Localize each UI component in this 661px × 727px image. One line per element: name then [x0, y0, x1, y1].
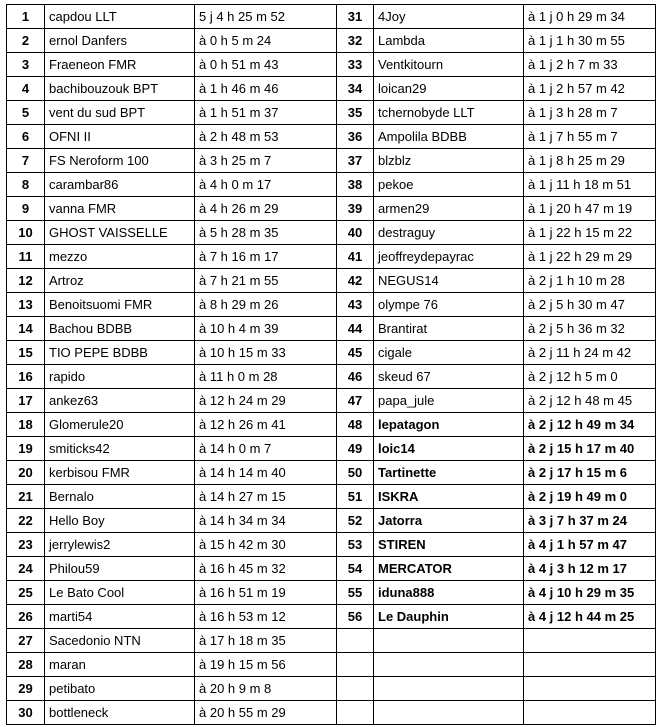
left-rank-cell: 17: [7, 389, 45, 413]
right-rank-cell: 37: [337, 149, 374, 173]
right-name-cell: MERCATOR: [374, 557, 524, 581]
right-rank-cell: 40: [337, 221, 374, 245]
right-time-cell: à 2 j 5 h 30 m 47: [524, 293, 656, 317]
right-time-cell: à 1 j 22 h 29 m 29: [524, 245, 656, 269]
right-rank-cell: 45: [337, 341, 374, 365]
left-name-cell: kerbisou FMR: [45, 461, 195, 485]
right-name-cell: papa_jule: [374, 389, 524, 413]
right-time-cell: à 4 j 3 h 12 m 17: [524, 557, 656, 581]
right-rank-cell: 31: [337, 5, 374, 29]
left-name-cell: vent du sud BPT: [45, 101, 195, 125]
table-row: [7, 461, 656, 485]
table-row: [7, 53, 656, 77]
right-name-cell: Tartinette: [374, 461, 524, 485]
table-row: [7, 101, 656, 125]
left-name-cell: Sacedonio NTN: [45, 629, 195, 653]
left-name-cell: Glomerule20: [45, 413, 195, 437]
right-name-cell: loican29: [374, 77, 524, 101]
right-time-cell: à 1 j 8 h 25 m 29: [524, 149, 656, 173]
left-time-cell: à 12 h 24 m 29: [195, 389, 337, 413]
left-rank-cell: 25: [7, 581, 45, 605]
left-rank-cell: 28: [7, 653, 45, 677]
left-name-cell: carambar86: [45, 173, 195, 197]
left-name-cell: Philou59: [45, 557, 195, 581]
right-time-cell: à 4 j 10 h 29 m 35: [524, 581, 656, 605]
left-time-cell: à 14 h 27 m 15: [195, 485, 337, 509]
left-time-cell: à 16 h 51 m 19: [195, 581, 337, 605]
right-time-cell: [524, 677, 656, 701]
right-time-cell: à 2 j 12 h 5 m 0: [524, 365, 656, 389]
left-time-cell: à 16 h 53 m 12: [195, 605, 337, 629]
left-rank-cell: 8: [7, 173, 45, 197]
right-time-cell: à 3 j 7 h 37 m 24: [524, 509, 656, 533]
left-rank-cell: 16: [7, 365, 45, 389]
left-time-cell: à 17 h 18 m 35: [195, 629, 337, 653]
right-time-cell: à 2 j 17 h 15 m 6: [524, 461, 656, 485]
left-time-cell: à 3 h 25 m 7: [195, 149, 337, 173]
left-name-cell: Bernalo: [45, 485, 195, 509]
right-rank-cell: [337, 677, 374, 701]
right-rank-cell: 39: [337, 197, 374, 221]
left-time-cell: à 10 h 15 m 33: [195, 341, 337, 365]
left-time-cell: à 5 h 28 m 35: [195, 221, 337, 245]
table-row: [7, 197, 656, 221]
right-rank-cell: 44: [337, 317, 374, 341]
left-time-cell: à 19 h 15 m 56: [195, 653, 337, 677]
right-rank-cell: 46: [337, 365, 374, 389]
table-row: [7, 221, 656, 245]
left-time-cell: à 1 h 51 m 37: [195, 101, 337, 125]
left-name-cell: FS Neroform 100: [45, 149, 195, 173]
left-time-cell: à 14 h 0 m 7: [195, 437, 337, 461]
table-row: [7, 581, 656, 605]
right-rank-cell: 42: [337, 269, 374, 293]
left-time-cell: à 1 h 46 m 46: [195, 77, 337, 101]
left-time-cell: à 14 h 34 m 34: [195, 509, 337, 533]
left-rank-cell: 9: [7, 197, 45, 221]
left-rank-cell: 14: [7, 317, 45, 341]
left-time-cell: à 20 h 9 m 8: [195, 677, 337, 701]
left-rank-cell: 27: [7, 629, 45, 653]
left-rank-cell: 6: [7, 125, 45, 149]
left-rank-cell: 10: [7, 221, 45, 245]
table-row: [7, 413, 656, 437]
right-name-cell: [374, 629, 524, 653]
left-rank-cell: 12: [7, 269, 45, 293]
table-row: [7, 269, 656, 293]
right-name-cell: iduna888: [374, 581, 524, 605]
right-time-cell: à 1 j 0 h 29 m 34: [524, 5, 656, 29]
right-time-cell: à 2 j 12 h 49 m 34: [524, 413, 656, 437]
table-row: [7, 29, 656, 53]
right-rank-cell: 43: [337, 293, 374, 317]
right-name-cell: [374, 653, 524, 677]
right-name-cell: cigale: [374, 341, 524, 365]
table-row: [7, 437, 656, 461]
left-name-cell: rapido: [45, 365, 195, 389]
left-name-cell: smiticks42: [45, 437, 195, 461]
table-row: [7, 605, 656, 629]
right-name-cell: blzblz: [374, 149, 524, 173]
right-rank-cell: 47: [337, 389, 374, 413]
right-name-cell: [374, 677, 524, 701]
right-rank-cell: 35: [337, 101, 374, 125]
right-time-cell: à 4 j 1 h 57 m 47: [524, 533, 656, 557]
right-rank-cell: 51: [337, 485, 374, 509]
left-time-cell: à 11 h 0 m 28: [195, 365, 337, 389]
table-row: [7, 77, 656, 101]
right-rank-cell: 56: [337, 605, 374, 629]
right-name-cell: ISKRA: [374, 485, 524, 509]
left-name-cell: marti54: [45, 605, 195, 629]
right-name-cell: NEGUS14: [374, 269, 524, 293]
left-rank-cell: 2: [7, 29, 45, 53]
right-rank-cell: 32: [337, 29, 374, 53]
left-name-cell: Artroz: [45, 269, 195, 293]
left-time-cell: à 0 h 5 m 24: [195, 29, 337, 53]
left-name-cell: ankez63: [45, 389, 195, 413]
table-row: [7, 5, 656, 29]
right-name-cell: armen29: [374, 197, 524, 221]
right-time-cell: à 2 j 11 h 24 m 42: [524, 341, 656, 365]
right-time-cell: à 2 j 1 h 10 m 28: [524, 269, 656, 293]
right-rank-cell: 50: [337, 461, 374, 485]
results-table-body: [7, 5, 656, 725]
right-name-cell: Brantirat: [374, 317, 524, 341]
table-row: [7, 293, 656, 317]
right-time-cell: à 1 j 7 h 55 m 7: [524, 125, 656, 149]
right-name-cell: skeud 67: [374, 365, 524, 389]
right-rank-cell: 54: [337, 557, 374, 581]
left-name-cell: TIO PEPE BDBB: [45, 341, 195, 365]
left-name-cell: GHOST VAISSELLE: [45, 221, 195, 245]
left-rank-cell: 24: [7, 557, 45, 581]
left-rank-cell: 20: [7, 461, 45, 485]
table-row: [7, 653, 656, 677]
table-row: [7, 509, 656, 533]
left-name-cell: Le Bato Cool: [45, 581, 195, 605]
right-rank-cell: 36: [337, 125, 374, 149]
left-time-cell: à 20 h 55 m 29: [195, 701, 337, 725]
left-name-cell: jerrylewis2: [45, 533, 195, 557]
table-row: [7, 389, 656, 413]
left-rank-cell: 13: [7, 293, 45, 317]
left-rank-cell: 26: [7, 605, 45, 629]
left-rank-cell: 30: [7, 701, 45, 725]
left-rank-cell: 23: [7, 533, 45, 557]
left-time-cell: à 14 h 14 m 40: [195, 461, 337, 485]
left-name-cell: OFNI II: [45, 125, 195, 149]
right-time-cell: à 1 j 2 h 7 m 33: [524, 53, 656, 77]
left-time-cell: à 0 h 51 m 43: [195, 53, 337, 77]
results-table: [6, 4, 656, 725]
left-rank-cell: 7: [7, 149, 45, 173]
right-rank-cell: 48: [337, 413, 374, 437]
left-time-cell: à 15 h 42 m 30: [195, 533, 337, 557]
table-row: [7, 701, 656, 725]
right-name-cell: lepatagon: [374, 413, 524, 437]
left-name-cell: vanna FMR: [45, 197, 195, 221]
left-time-cell: à 4 h 0 m 17: [195, 173, 337, 197]
left-time-cell: à 8 h 29 m 26: [195, 293, 337, 317]
left-name-cell: petibato: [45, 677, 195, 701]
right-time-cell: à 2 j 12 h 48 m 45: [524, 389, 656, 413]
left-rank-cell: 19: [7, 437, 45, 461]
left-rank-cell: 29: [7, 677, 45, 701]
left-name-cell: Fraeneon FMR: [45, 53, 195, 77]
right-time-cell: à 2 j 5 h 36 m 32: [524, 317, 656, 341]
right-time-cell: à 1 j 1 h 30 m 55: [524, 29, 656, 53]
left-name-cell: bachibouzouk BPT: [45, 77, 195, 101]
table-row: [7, 245, 656, 269]
left-time-cell: à 12 h 26 m 41: [195, 413, 337, 437]
right-name-cell: Ampolila BDBB: [374, 125, 524, 149]
left-name-cell: maran: [45, 653, 195, 677]
right-name-cell: jeoffreydepayrac: [374, 245, 524, 269]
table-row: [7, 173, 656, 197]
right-name-cell: olympe 76: [374, 293, 524, 317]
table-row: [7, 149, 656, 173]
table-row: [7, 317, 656, 341]
left-time-cell: à 16 h 45 m 32: [195, 557, 337, 581]
left-time-cell: à 2 h 48 m 53: [195, 125, 337, 149]
right-time-cell: à 1 j 11 h 18 m 51: [524, 173, 656, 197]
table-row: [7, 629, 656, 653]
left-rank-cell: 11: [7, 245, 45, 269]
right-name-cell: destraguy: [374, 221, 524, 245]
right-time-cell: à 2 j 15 h 17 m 40: [524, 437, 656, 461]
right-rank-cell: 41: [337, 245, 374, 269]
left-time-cell: à 10 h 4 m 39: [195, 317, 337, 341]
left-time-cell: à 7 h 16 m 17: [195, 245, 337, 269]
right-rank-cell: 53: [337, 533, 374, 557]
left-rank-cell: 21: [7, 485, 45, 509]
left-rank-cell: 18: [7, 413, 45, 437]
table-row: [7, 677, 656, 701]
left-name-cell: mezzo: [45, 245, 195, 269]
left-time-cell: à 7 h 21 m 55: [195, 269, 337, 293]
right-time-cell: [524, 701, 656, 725]
right-name-cell: [374, 701, 524, 725]
left-name-cell: Benoitsuomi FMR: [45, 293, 195, 317]
right-time-cell: à 1 j 22 h 15 m 22: [524, 221, 656, 245]
table-row: [7, 341, 656, 365]
right-name-cell: loic14: [374, 437, 524, 461]
right-time-cell: [524, 629, 656, 653]
table-row: [7, 557, 656, 581]
right-rank-cell: 55: [337, 581, 374, 605]
table-row: [7, 365, 656, 389]
right-rank-cell: 49: [337, 437, 374, 461]
right-name-cell: 4Joy: [374, 5, 524, 29]
right-name-cell: Ventkitourn: [374, 53, 524, 77]
left-time-cell: à 4 h 26 m 29: [195, 197, 337, 221]
right-rank-cell: [337, 701, 374, 725]
left-name-cell: ernol Danfers: [45, 29, 195, 53]
table-row: [7, 485, 656, 509]
left-time-cell: 5 j 4 h 25 m 52: [195, 5, 337, 29]
right-name-cell: Lambda: [374, 29, 524, 53]
left-rank-cell: 15: [7, 341, 45, 365]
left-name-cell: Bachou BDBB: [45, 317, 195, 341]
right-time-cell: à 2 j 19 h 49 m 0: [524, 485, 656, 509]
right-rank-cell: [337, 653, 374, 677]
right-rank-cell: 34: [337, 77, 374, 101]
right-name-cell: tchernobyde LLT: [374, 101, 524, 125]
right-time-cell: à 4 j 12 h 44 m 25: [524, 605, 656, 629]
left-name-cell: Hello Boy: [45, 509, 195, 533]
right-time-cell: [524, 653, 656, 677]
table-row: [7, 533, 656, 557]
left-rank-cell: 22: [7, 509, 45, 533]
right-rank-cell: [337, 629, 374, 653]
table-row: [7, 125, 656, 149]
right-rank-cell: 38: [337, 173, 374, 197]
left-rank-cell: 4: [7, 77, 45, 101]
left-name-cell: bottleneck: [45, 701, 195, 725]
left-name-cell: capdou LLT: [45, 5, 195, 29]
left-rank-cell: 5: [7, 101, 45, 125]
right-name-cell: STIREN: [374, 533, 524, 557]
left-rank-cell: 1: [7, 5, 45, 29]
right-time-cell: à 1 j 2 h 57 m 42: [524, 77, 656, 101]
left-rank-cell: 3: [7, 53, 45, 77]
right-name-cell: Jatorra: [374, 509, 524, 533]
right-name-cell: Le Dauphin: [374, 605, 524, 629]
right-rank-cell: 33: [337, 53, 374, 77]
right-rank-cell: 52: [337, 509, 374, 533]
right-time-cell: à 1 j 20 h 47 m 19: [524, 197, 656, 221]
right-time-cell: à 1 j 3 h 28 m 7: [524, 101, 656, 125]
right-name-cell: pekoe: [374, 173, 524, 197]
